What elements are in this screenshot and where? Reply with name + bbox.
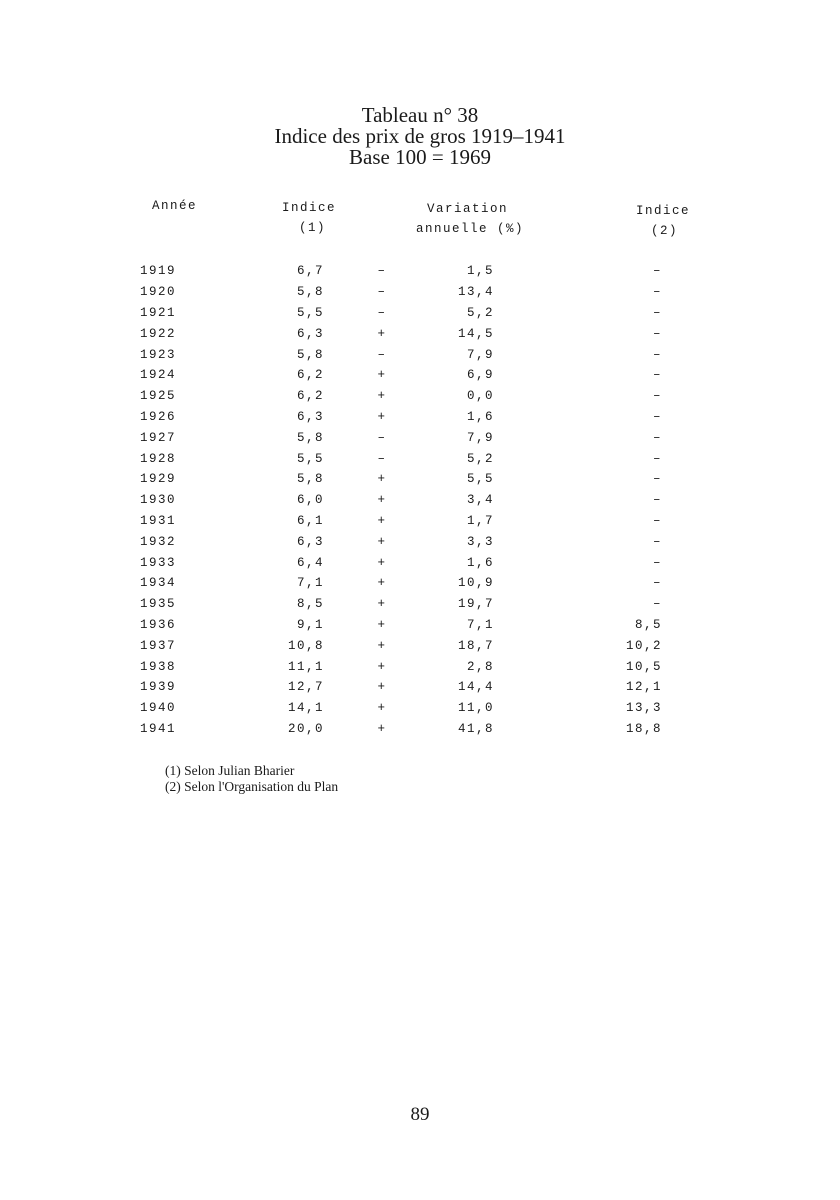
- table-row: [140, 531, 662, 552]
- cell-indice-2: –: [652, 285, 662, 300]
- header-indice-1: Indice: [282, 201, 337, 215]
- cell-annee: 1925: [140, 389, 177, 404]
- cell-annee: 1935: [140, 597, 177, 612]
- cell-signe: +: [377, 659, 387, 674]
- cell-signe: +: [377, 513, 387, 528]
- header-indice-2: Indice: [636, 204, 691, 218]
- cell-variation: 5,2: [466, 305, 494, 320]
- cell-signe: +: [377, 701, 387, 716]
- table-row: [140, 344, 662, 365]
- cell-variation: 1,6: [466, 409, 494, 424]
- cell-annee: 1934: [140, 576, 177, 591]
- cell-indice-2: –: [652, 326, 662, 341]
- cell-indice-2: 10,5: [625, 659, 662, 674]
- footnote-1: (1) Selon Julian Bharier: [165, 763, 295, 778]
- cell-indice-2: –: [652, 451, 662, 466]
- cell-variation: 2,8: [466, 659, 494, 674]
- cell-variation: 7,9: [466, 430, 494, 445]
- table-row: [140, 448, 662, 469]
- cell-indice-2: –: [652, 430, 662, 445]
- table-row: [140, 615, 662, 636]
- page-number: 89: [410, 1104, 430, 1125]
- cell-variation: 14,5: [457, 326, 494, 341]
- table-row: [140, 490, 662, 511]
- cell-variation: 1,5: [466, 264, 494, 279]
- cell-annee: 1922: [140, 326, 177, 341]
- cell-variation: 3,3: [466, 534, 494, 549]
- cell-annee: 1924: [140, 368, 177, 383]
- table-row: [140, 386, 662, 407]
- cell-indice-2: –: [652, 513, 662, 528]
- cell-signe: –: [377, 430, 387, 445]
- table-row: [140, 719, 662, 740]
- cell-variation: 1,6: [466, 555, 494, 570]
- cell-indice-2: –: [652, 597, 662, 612]
- cell-variation: 7,1: [466, 617, 494, 632]
- table-row: [140, 698, 662, 719]
- cell-indice-1: 6,0: [296, 493, 324, 508]
- cell-indice-2: –: [652, 576, 662, 591]
- cell-indice-1: 11,1: [287, 659, 324, 674]
- cell-signe: –: [377, 285, 387, 300]
- cell-indice-1: 5,8: [296, 472, 324, 487]
- cell-indice-2: –: [652, 264, 662, 279]
- cell-annee: 1929: [140, 472, 177, 487]
- cell-indice-1: 7,1: [296, 576, 324, 591]
- cell-signe: +: [377, 368, 387, 383]
- cell-indice-1: 6,3: [296, 326, 324, 341]
- cell-indice-1: 5,5: [296, 451, 324, 466]
- footnotes: [165, 763, 338, 795]
- header-indice-2-note: (2): [651, 224, 679, 238]
- cell-signe: +: [377, 493, 387, 508]
- cell-annee: 1928: [140, 451, 177, 466]
- header-annee: Année: [152, 199, 198, 213]
- cell-signe: –: [377, 305, 387, 320]
- cell-annee: 1923: [140, 347, 177, 362]
- cell-indice-1: 6,7: [296, 264, 324, 279]
- cell-annee: 1940: [140, 701, 177, 716]
- cell-annee: 1921: [140, 305, 177, 320]
- cell-variation: 5,2: [466, 451, 494, 466]
- cell-variation: 19,7: [457, 597, 494, 612]
- table-row: [140, 427, 662, 448]
- cell-signe: +: [377, 721, 387, 736]
- cell-annee: 1931: [140, 513, 177, 528]
- cell-indice-2: –: [652, 347, 662, 362]
- table-row: [140, 365, 662, 386]
- table-title-line-3: Base 100 = 1969: [349, 145, 491, 169]
- table-row: [140, 282, 662, 303]
- cell-annee: 1927: [140, 430, 177, 445]
- cell-signe: –: [377, 264, 387, 279]
- cell-indice-1: 6,1: [296, 513, 324, 528]
- table-row: [140, 511, 662, 532]
- cell-annee: 1936: [140, 617, 177, 632]
- table-row: [140, 303, 662, 324]
- table-title-line-1: Tableau n° 38: [361, 103, 479, 127]
- cell-variation: 41,8: [457, 721, 494, 736]
- cell-variation: 0,0: [466, 389, 494, 404]
- cell-annee: 1941: [140, 721, 177, 736]
- cell-signe: +: [377, 617, 387, 632]
- cell-indice-1: 6,3: [296, 409, 324, 424]
- cell-annee: 1937: [140, 638, 177, 653]
- cell-indice-1: 14,1: [287, 701, 324, 716]
- cell-indice-2: –: [652, 409, 662, 424]
- cell-indice-1: 10,8: [287, 638, 324, 653]
- cell-variation: 5,5: [466, 472, 494, 487]
- cell-signe: +: [377, 409, 387, 424]
- table-title-line-2: Indice des prix de gros 1919–1941: [274, 124, 566, 148]
- cell-variation: 1,7: [466, 513, 494, 528]
- table-row: [140, 261, 662, 282]
- header-indice-1-note: (1): [299, 221, 327, 235]
- cell-signe: +: [377, 597, 387, 612]
- cell-indice-2: 10,2: [625, 638, 662, 653]
- cell-signe: +: [377, 638, 387, 653]
- cell-signe: +: [377, 389, 387, 404]
- cell-signe: +: [377, 576, 387, 591]
- table-body: [140, 261, 662, 739]
- cell-variation: 18,7: [457, 638, 494, 653]
- cell-indice-2: –: [652, 389, 662, 404]
- cell-signe: +: [377, 326, 387, 341]
- cell-indice-1: 5,8: [296, 430, 324, 445]
- table-row: [140, 594, 662, 615]
- price-index-table: [140, 261, 662, 739]
- cell-signe: +: [377, 680, 387, 695]
- cell-indice-2: 18,8: [625, 721, 662, 736]
- cell-indice-1: 12,7: [287, 680, 324, 695]
- cell-annee: 1926: [140, 409, 177, 424]
- table-row: [140, 573, 662, 594]
- cell-indice-2: –: [652, 493, 662, 508]
- cell-indice-1: 6,4: [296, 555, 324, 570]
- table-row: [140, 323, 662, 344]
- table-row: [140, 407, 662, 428]
- table-row: [140, 677, 662, 698]
- cell-signe: +: [377, 534, 387, 549]
- cell-annee: 1933: [140, 555, 177, 570]
- cell-annee: 1939: [140, 680, 177, 695]
- cell-indice-1: 6,2: [296, 389, 324, 404]
- cell-annee: 1920: [140, 285, 177, 300]
- footnote-2: (2) Selon l'Organisation du Plan: [165, 779, 339, 794]
- cell-signe: –: [377, 347, 387, 362]
- cell-indice-2: –: [652, 305, 662, 320]
- cell-variation: 11,0: [457, 701, 494, 716]
- table-row: [140, 635, 662, 656]
- header-variation-unit: annuelle (%): [416, 222, 525, 236]
- cell-indice-2: –: [652, 555, 662, 570]
- cell-signe: –: [377, 451, 387, 466]
- cell-indice-2: –: [652, 368, 662, 383]
- cell-indice-1: 6,2: [296, 368, 324, 383]
- cell-variation: 6,9: [466, 368, 494, 383]
- cell-indice-1: 5,8: [296, 347, 324, 362]
- cell-signe: +: [377, 472, 387, 487]
- cell-annee: 1938: [140, 659, 177, 674]
- cell-annee: 1930: [140, 493, 177, 508]
- cell-variation: 7,9: [466, 347, 494, 362]
- table-row: [140, 469, 662, 490]
- cell-indice-1: 6,3: [296, 534, 324, 549]
- table-row: [140, 552, 662, 573]
- cell-indice-1: 20,0: [287, 721, 324, 736]
- cell-indice-2: –: [652, 472, 662, 487]
- cell-indice-2: 13,3: [625, 701, 662, 716]
- cell-indice-2: 8,5: [634, 617, 662, 632]
- cell-indice-1: 8,5: [296, 597, 324, 612]
- cell-indice-1: 5,5: [296, 305, 324, 320]
- cell-indice-1: 5,8: [296, 285, 324, 300]
- cell-indice-1: 9,1: [296, 617, 324, 632]
- cell-signe: +: [377, 555, 387, 570]
- cell-indice-2: –: [652, 534, 662, 549]
- header-variation: Variation: [427, 202, 509, 216]
- cell-variation: 10,9: [457, 576, 494, 591]
- cell-indice-2: 12,1: [625, 680, 662, 695]
- cell-annee: 1919: [140, 264, 177, 279]
- cell-annee: 1932: [140, 534, 177, 549]
- cell-variation: 14,4: [457, 680, 494, 695]
- cell-variation: 13,4: [457, 285, 494, 300]
- table-row: [140, 656, 662, 677]
- cell-variation: 3,4: [466, 493, 494, 508]
